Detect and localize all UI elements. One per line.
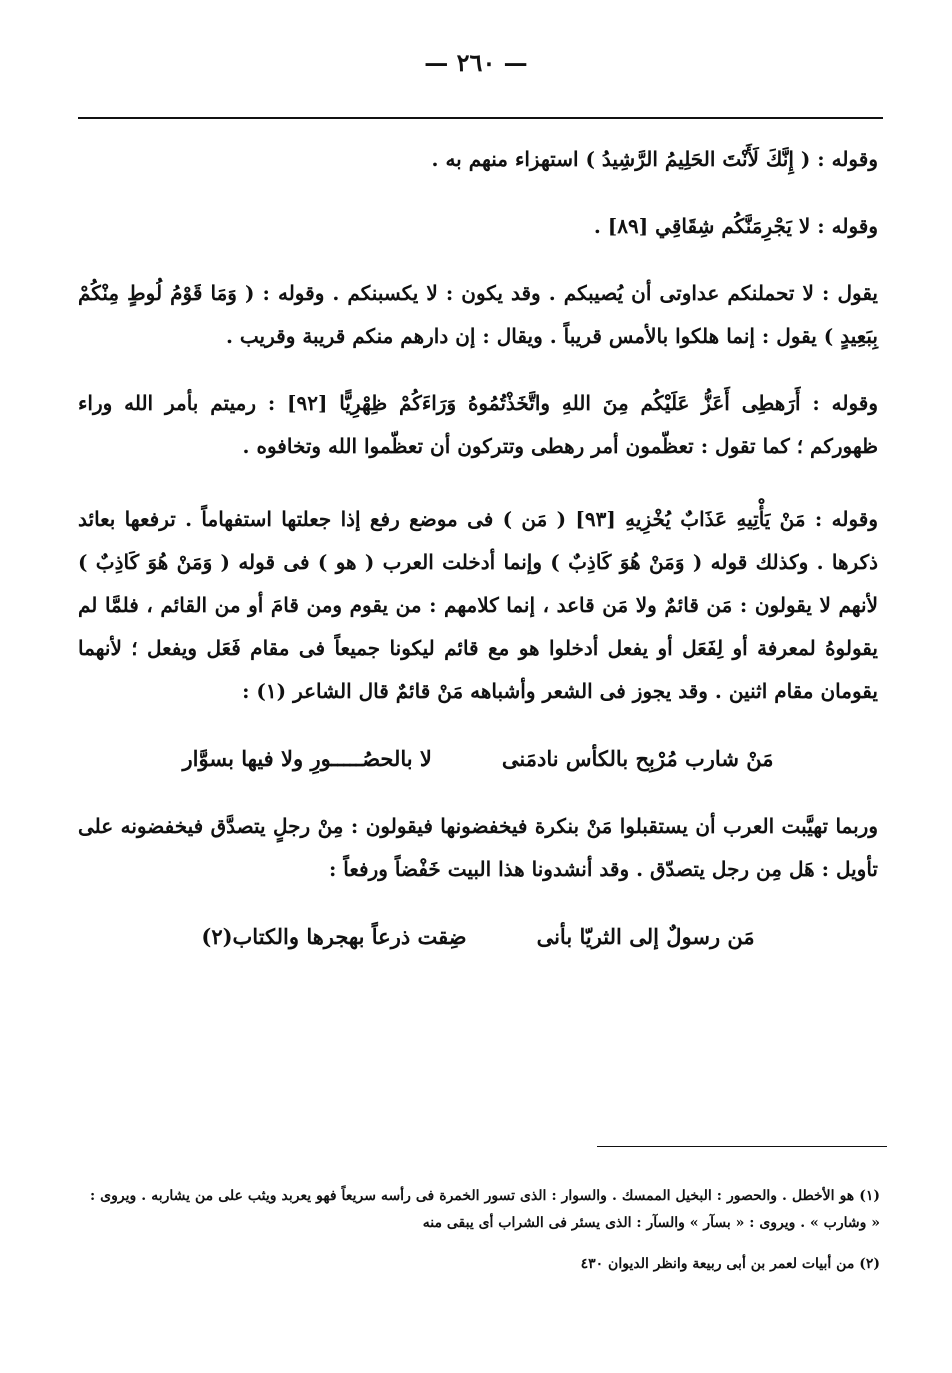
paragraph-2: وقوله : لا يَجْرِمَنَّكُم شِقَاقِي [٨٩] .: [593, 214, 878, 238]
paragraph-6: وربما تهيَّبت العرب أن يستقبلوا مَنْ بنكرة فيخفضونها فيقولون : مِنْ رجلٍ يتصدَّق فيخفضونه على تأويل : هَل مِن رجل يتصدّق . وقد أنشدونا هذا البيت خَفْضاً ورفعاً :: [78, 814, 878, 881]
paragraph-4: وقوله : أَرَهطِى أَعَزُّ عَلَيْكُم مِنَ اللهِ واتَّخَذْتُمُوهُ وَرَاءَكُمْ ظِهْرِيًّا [٩٢] : رميتم بأمر الله وراء ظهوركم ؛ كما تقول : تعظّمون أمر رهطى وتتركون أن تعظّموا الله وتخافوه .: [78, 391, 878, 458]
footnotes: [90, 1183, 880, 1278]
footnote-rule: [597, 1146, 887, 1147]
footnote-2: (٢) من أبيات لعمر بن أبى ربيعة وانظر الديوان ٤٣٠: [580, 1256, 880, 1272]
verse-2-first-hemistich: مَن رسولٌ إلى الثريّا بأنى: [536, 924, 755, 949]
header-rule: [78, 117, 883, 119]
verse-1-first-hemistich: مَنْ شارب مُرْبِح بالكأس نادمَنى: [501, 746, 774, 771]
paragraph-5: وقوله : مَنْ يَأْتِيهِ عَذَابٌ يُخْزِيهِ [٩٣] ( مَن ) فى موضع رفع إذا جعلتها استفهاماً . ترفعها بعائد ذكرها . وكذلك قوله ( وَمَنْ هُوَ كَاذِبٌ ) وإنما أدخلت العرب ( هو ) فى قوله ( وَمَنْ هُوَ كَاذِبٌ ) لأنهم لا يقولون : مَن قائمٌ ولا مَن قاعد ، إنما كلامهم : من يقوم ومن قامَ أو من القائم ، فلمَّا لم يقولوهُ لمعرفة أو لِفَعَل أو يفعل أدخلوا هو مع قائم ليكونا جميعاً فى مقام فَعَل ويفعل ؛ لأنهما يقومان مقام اثنين . وقد يجوز فى الشعر وأشباهه مَنْ قائمٌ قال الشاعر (١) :: [78, 507, 878, 703]
poem-verse-1: [78, 737, 878, 781]
page-number: — ٢٦٠ —: [424, 48, 528, 77]
main-text: [78, 138, 878, 959]
paragraph-1: وقوله : ( إِنَّكَ لَأَنْتَ الحَلِيمُ الرَّشِيدُ ) استهزاء منهم به .: [431, 147, 878, 171]
footnote-1: (١) هو الأخطل . والحصور : البخيل الممسك . والسوار : الذى تسور الخمرة فى رأسه سريعاً فهو يعربد ويثب على من يشاربه . ويروى : « وشارب » . ويروى : « بسآر » والسآر : الذى يسئر فى الشراب أى يبقى منه: [90, 1188, 880, 1231]
poem-verse-2: [78, 915, 878, 959]
verse-1-second-hemistich: لا بالحصُـــــورِ ولا فيها بسوَّار: [182, 746, 432, 771]
paragraph-3: يقول : لا تحملنكم عداوتى أن يُصيبكم . وقد يكون : لا يكسبنكم . وقوله : ( وَمَا قَوْمُ لُوطٍ مِنْكُمْ بِبَعِيدٍ ) يقول : إنما هلكوا بالأمس قريباً . ويقال : إن دارهم منكم قريبة وقريب .: [78, 281, 878, 348]
verse-2-second-hemistich: ضِقت ذرعاً بهجرها والكتاب(٢): [201, 924, 467, 949]
